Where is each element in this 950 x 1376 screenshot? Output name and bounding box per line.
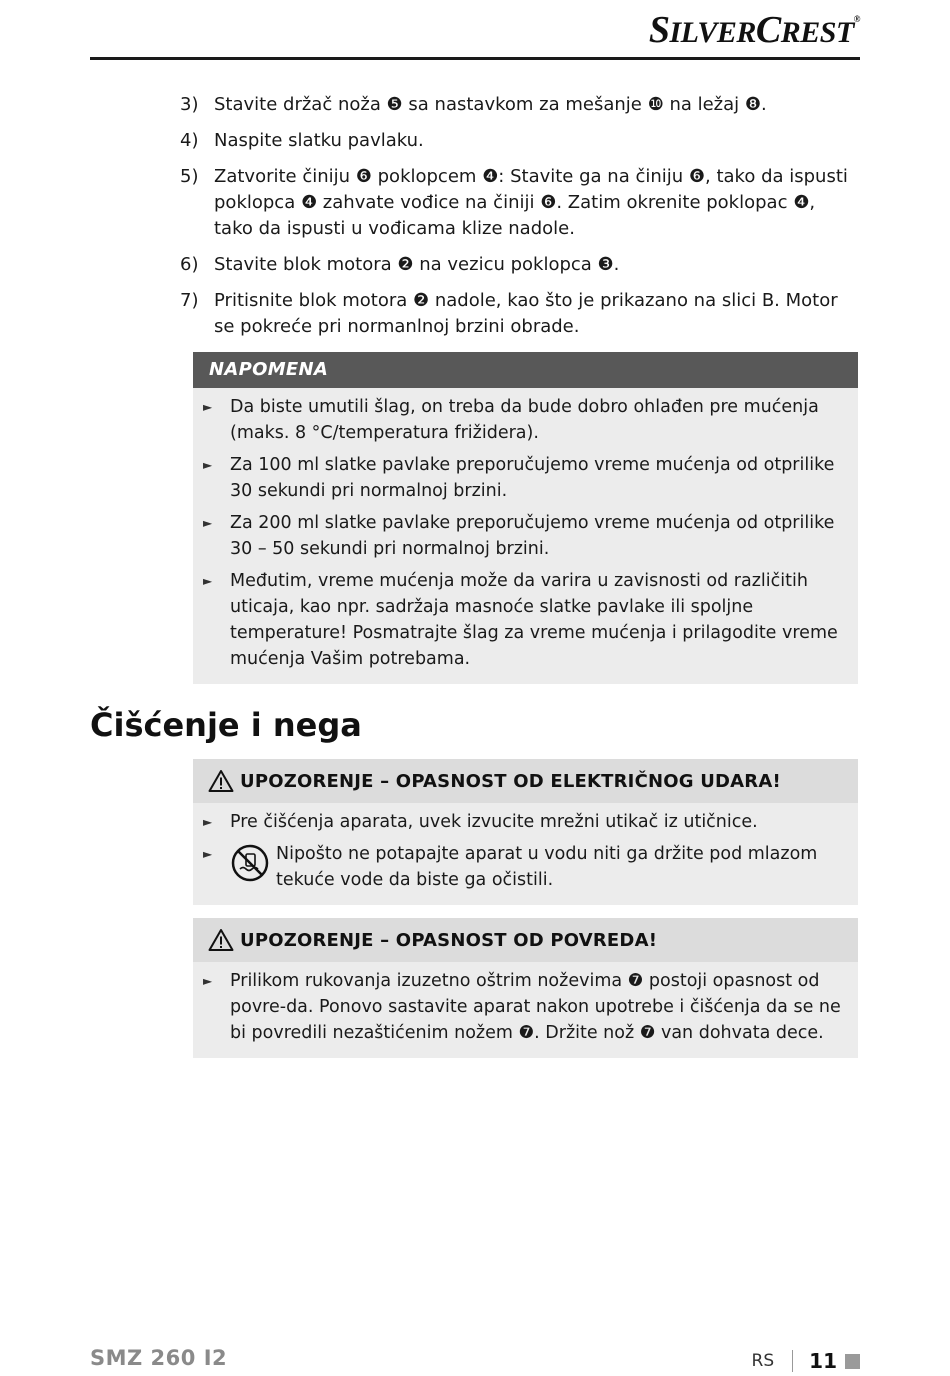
footer-separator	[792, 1350, 793, 1372]
bullet-arrow-icon: ►	[203, 516, 213, 530]
warning-bullet	[203, 841, 850, 893]
note-title: NAPOMENA	[193, 352, 858, 388]
bullet-arrow-icon: ►	[203, 458, 213, 472]
note-box	[193, 352, 858, 684]
warning-electric-bullets	[193, 803, 858, 905]
warning-triangle-icon	[208, 928, 234, 952]
header-rule	[90, 57, 860, 60]
step-item	[180, 164, 850, 242]
bullet-arrow-icon: ►	[203, 847, 213, 861]
step-text: Stavite blok motora ❷ na vezicu poklopca ❸.	[214, 254, 620, 275]
step-text: Zatvorite činiju ❻ poklopcem ❹: Stavite ga na činiju ❻, tako da ispusti poklopca ❹ zahvate vođice na činiji ❻. Zatim okrenite poklopac ❹, tako da ispusti u vođicama klize nadole.	[214, 166, 848, 239]
note-bullet	[203, 510, 850, 562]
note-bullet-list	[193, 388, 858, 684]
step-item	[180, 288, 850, 340]
warning-electric-box	[193, 759, 858, 905]
step-number: 7)	[180, 290, 199, 311]
step-item	[180, 92, 850, 118]
warning-electric-title: UPOZORENJE – OPASNOST OD ELEKTRIČNOG UDARA!	[240, 770, 781, 792]
warning-injury-bullets	[193, 962, 858, 1058]
warning-bullet	[203, 968, 850, 1046]
warning-triangle-icon	[208, 769, 234, 793]
bullet-arrow-icon: ►	[203, 815, 213, 829]
note-bullet	[203, 394, 850, 446]
note-bullet-text: Da biste umutili šlag, on treba da bude dobro ohlađen pre mućenja (maks. 8 °C/temperatura frižidera).	[230, 397, 819, 443]
step-list	[180, 92, 850, 350]
warning-electric-header	[193, 759, 858, 803]
note-bullet	[203, 452, 850, 504]
warning-bullet	[203, 809, 850, 835]
bullet-arrow-icon: ►	[203, 974, 213, 988]
footer-pagination	[752, 1346, 860, 1376]
warning-bullet-text: Prilikom rukovanja izuzetno oštrim noževima ❼ postoji opasnost od povre-da. Ponovo sastavite aparat nakon upotrebe i čišćenja da se ne bi povredili nezaštićenim nožem ❼. Držite nož ❼ van dohvata dece.	[230, 971, 841, 1043]
note-bullet	[203, 568, 850, 672]
step-item	[180, 252, 850, 278]
warning-injury-box	[193, 918, 858, 1058]
footer-model: SMZ 260 I2	[90, 1346, 228, 1370]
step-item	[180, 128, 850, 154]
brand-logo	[649, 8, 860, 52]
registered-mark: ®	[853, 14, 860, 24]
warning-bullet-text: Nipošto ne potapajte aparat u vodu niti ga držite pod mlazom tekuće vode da biste ga očistili.	[276, 844, 818, 890]
bullet-arrow-icon: ►	[203, 574, 213, 588]
brand-logo-c: C	[755, 9, 781, 51]
step-number: 5)	[180, 166, 199, 187]
bullet-arrow-icon: ►	[203, 400, 213, 414]
section-title: Čišćenje i nega	[90, 706, 362, 744]
page-marker-square	[845, 1354, 860, 1369]
warning-injury-header	[193, 918, 858, 962]
step-number: 3)	[180, 94, 199, 115]
footer-language: RS	[751, 1351, 775, 1371]
step-text: Stavite držač noža ❺ sa nastavkom za mešanje ❿ na ležaj ❽.	[214, 94, 767, 115]
step-text: Pritisnite blok motora ❷ nadole, kao što je prikazano na slici B. Motor se pokreće pri normanlnoj brzini obrade.	[214, 290, 838, 337]
brand-logo-ilver: ILVER	[669, 16, 756, 49]
brand-logo-rest: REST	[780, 16, 854, 49]
warning-bullet-text: Pre čišćenja aparata, uvek izvucite mrežni utikač iz utičnice.	[230, 812, 758, 832]
warning-injury-title: UPOZORENJE – OPASNOST OD POVREDA!	[240, 929, 658, 951]
step-text: Naspite slatku pavlaku.	[214, 130, 424, 151]
step-number: 4)	[180, 130, 199, 151]
page-number: 11	[809, 1349, 837, 1373]
note-bullet-text: Za 200 ml slatke pavlake preporučujemo vreme mućenja od otprilike 30 – 50 sekundi pri normalnoj brzini.	[230, 513, 835, 559]
brand-logo-s: S	[648, 9, 670, 51]
do-not-immerse-icon	[230, 843, 270, 883]
step-number: 6)	[180, 254, 199, 275]
note-bullet-text: Za 100 ml slatke pavlake preporučujemo vreme mućenja od otprilike 30 sekundi pri normalnoj brzini.	[230, 455, 835, 501]
note-bullet-text: Međutim, vreme mućenja može da varira u zavisnosti od različitih uticaja, kao npr. sadržaja masnoće slatke pavlake ili spoljne temperature! Posmatrajte šlag za vreme mućenja i prilagodite vreme mućenja Vašim potrebama.	[230, 571, 838, 669]
